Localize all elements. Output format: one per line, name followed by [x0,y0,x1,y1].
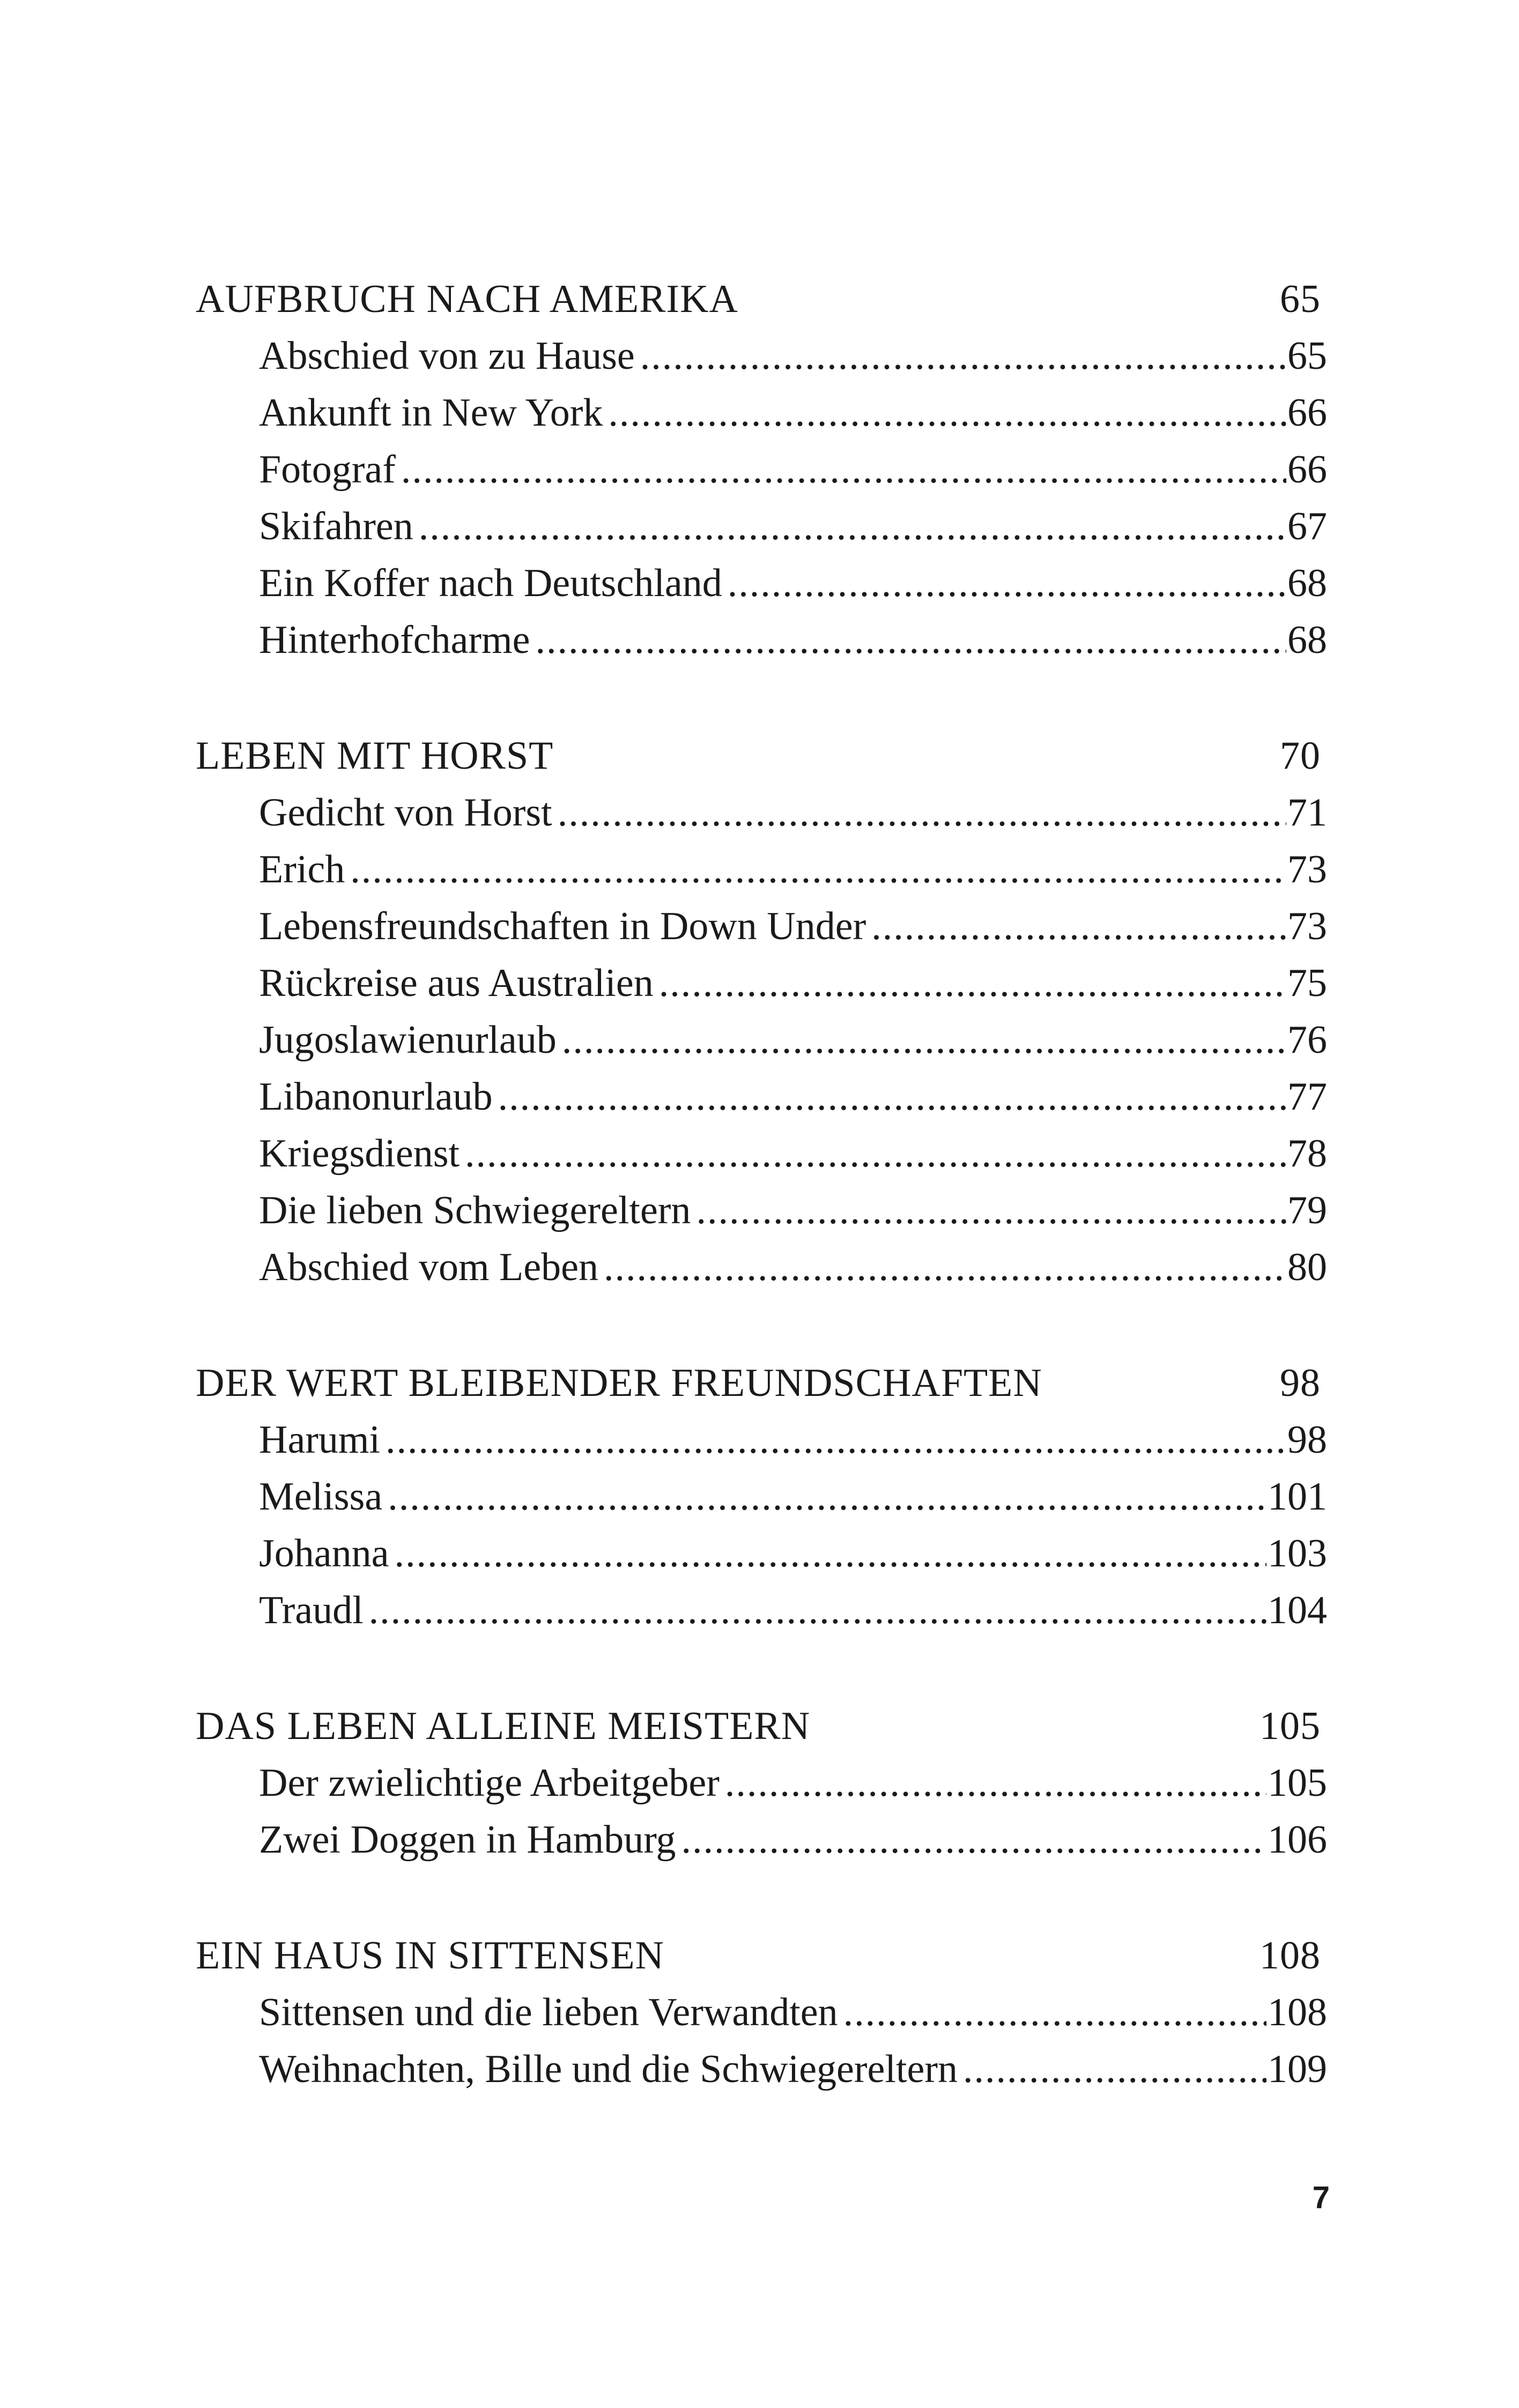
dot-leader [640,328,1286,384]
toc-entry [196,1239,1327,1296]
entry-page-number: 66 [1287,391,1327,435]
dot-leader [369,1582,1266,1639]
entry-title: Lebensfreundschaften in Down Under [259,904,866,948]
table-of-contents [196,271,1327,2098]
dot-leader [604,1239,1286,1296]
entry-title: Abschied vom Leben [259,1245,598,1289]
entry-title: Ein Koffer nach Deutschland [259,561,722,605]
dot-leader [871,898,1286,955]
entry-title: Rückreise aus Australien [259,961,654,1005]
dot-leader [608,384,1286,441]
dot-leader [535,612,1286,668]
chapter-page-number: 108 [1259,1934,1321,1978]
dot-leader [350,841,1286,898]
toc-entry [196,384,1327,441]
entry-title: Libanonurlaub [259,1075,493,1119]
chapter-heading [196,271,1327,328]
chapter-page-number: 98 [1280,1361,1321,1405]
toc-entry [196,1811,1327,1868]
toc-entry [196,1068,1327,1125]
toc-section [196,727,1327,1296]
toc-entry [196,1582,1327,1639]
entry-title: Jugoslawienurlaub [259,1018,557,1062]
chapter-heading [196,1355,1327,1411]
toc-entry [196,1755,1327,1811]
entry-title: Zwei Doggen in Hamburg [259,1818,676,1862]
toc-entry [196,898,1327,955]
entry-title: Fotograf [259,448,396,492]
dot-leader [388,1468,1266,1525]
entry-title: Der zwielichtige Arbeitgeber [259,1761,720,1805]
dot-leader [843,1984,1266,2041]
chapter-heading [196,1927,1327,1984]
toc-entry [196,2041,1327,2098]
entry-page-number: 73 [1287,848,1327,891]
entry-title: Johanna [259,1532,389,1575]
toc-entry [196,1468,1327,1525]
entry-page-number: 106 [1268,1818,1327,1862]
entry-title: Erich [259,848,345,891]
toc-entry [196,441,1327,498]
toc-section [196,1698,1327,1868]
entry-page-number: 78 [1287,1132,1327,1176]
toc-entry [196,612,1327,668]
entry-title: Kriegsdienst [259,1132,460,1176]
entry-page-number: 71 [1287,791,1327,835]
entry-title: Ankunft in New York [259,391,603,435]
dot-leader [395,1525,1267,1582]
entry-page-number: 76 [1287,1018,1327,1062]
entry-title: Gedicht von Horst [259,791,552,835]
chapter-page-number: 105 [1259,1704,1321,1748]
dot-leader [681,1811,1266,1868]
toc-entry [196,1411,1327,1468]
dot-leader [401,441,1286,498]
entry-page-number: 105 [1268,1761,1327,1805]
entry-page-number: 68 [1287,618,1327,662]
chapter-heading [196,727,1327,784]
entry-page-number: 68 [1287,561,1327,605]
entry-title: Melissa [259,1475,383,1519]
entry-page-number: 75 [1287,961,1327,1005]
entry-title: Abschied von zu Hause [259,334,635,378]
toc-entry [196,1012,1327,1068]
dot-leader [659,955,1286,1012]
entry-page-number: 66 [1287,448,1327,492]
toc-section [196,1927,1327,2098]
toc-section [196,1355,1327,1639]
entry-title: Skifahren [259,504,413,548]
entry-page-number: 65 [1287,334,1327,378]
entry-page-number: 104 [1268,1588,1327,1632]
toc-entry [196,328,1327,384]
toc-section [196,271,1327,668]
entry-title: Sittensen und die lieben Verwandten [259,1990,838,2034]
dot-leader [498,1068,1286,1125]
dot-leader [728,555,1286,612]
entry-title: Hinterhofcharme [259,618,530,662]
entry-page-number: 101 [1268,1475,1327,1519]
chapter-title: LEBEN MIT HORST [196,734,554,778]
toc-entry [196,955,1327,1012]
entry-page-number: 98 [1287,1418,1327,1462]
chapter-title: EIN HAUS IN SITTENSEN [196,1934,664,1978]
entry-title: Harumi [259,1418,381,1462]
chapter-page-number: 70 [1280,734,1321,778]
chapter-page-number: 65 [1280,277,1321,321]
toc-entry [196,784,1327,841]
entry-page-number: 77 [1287,1075,1327,1119]
entry-page-number: 108 [1268,1990,1327,2034]
toc-entry [196,555,1327,612]
chapter-title: DAS LEBEN ALLEINE MEISTERN [196,1704,811,1748]
dot-leader [696,1182,1286,1239]
toc-entry [196,498,1327,555]
dot-leader [963,2041,1266,2098]
page-number: 7 [1312,2180,1330,2215]
entry-title: Traudl [259,1588,364,1632]
entry-page-number: 109 [1268,2047,1327,2091]
dot-leader [725,1755,1266,1811]
toc-entry [196,841,1327,898]
toc-entry [196,1182,1327,1239]
dot-leader [419,498,1286,555]
entry-page-number: 103 [1268,1532,1327,1575]
toc-entry [196,1125,1327,1182]
chapter-heading [196,1698,1327,1755]
entry-page-number: 80 [1287,1245,1327,1289]
dot-leader [465,1125,1286,1182]
entry-title: Die lieben Schwiegereltern [259,1188,691,1232]
dot-leader [562,1012,1286,1068]
entry-page-number: 67 [1287,504,1327,548]
entry-page-number: 73 [1287,904,1327,948]
entry-title: Weihnachten, Bille und die Schwiegereltern [259,2047,958,2091]
chapter-title: DER WERT BLEIBENDER FREUNDSCHAFTEN [196,1361,1042,1405]
entry-page-number: 79 [1287,1188,1327,1232]
dot-leader [558,784,1286,841]
dot-leader [386,1411,1286,1468]
toc-entry [196,1525,1327,1582]
toc-entry [196,1984,1327,2041]
chapter-title: AUFBRUCH NACH AMERIKA [196,277,738,321]
